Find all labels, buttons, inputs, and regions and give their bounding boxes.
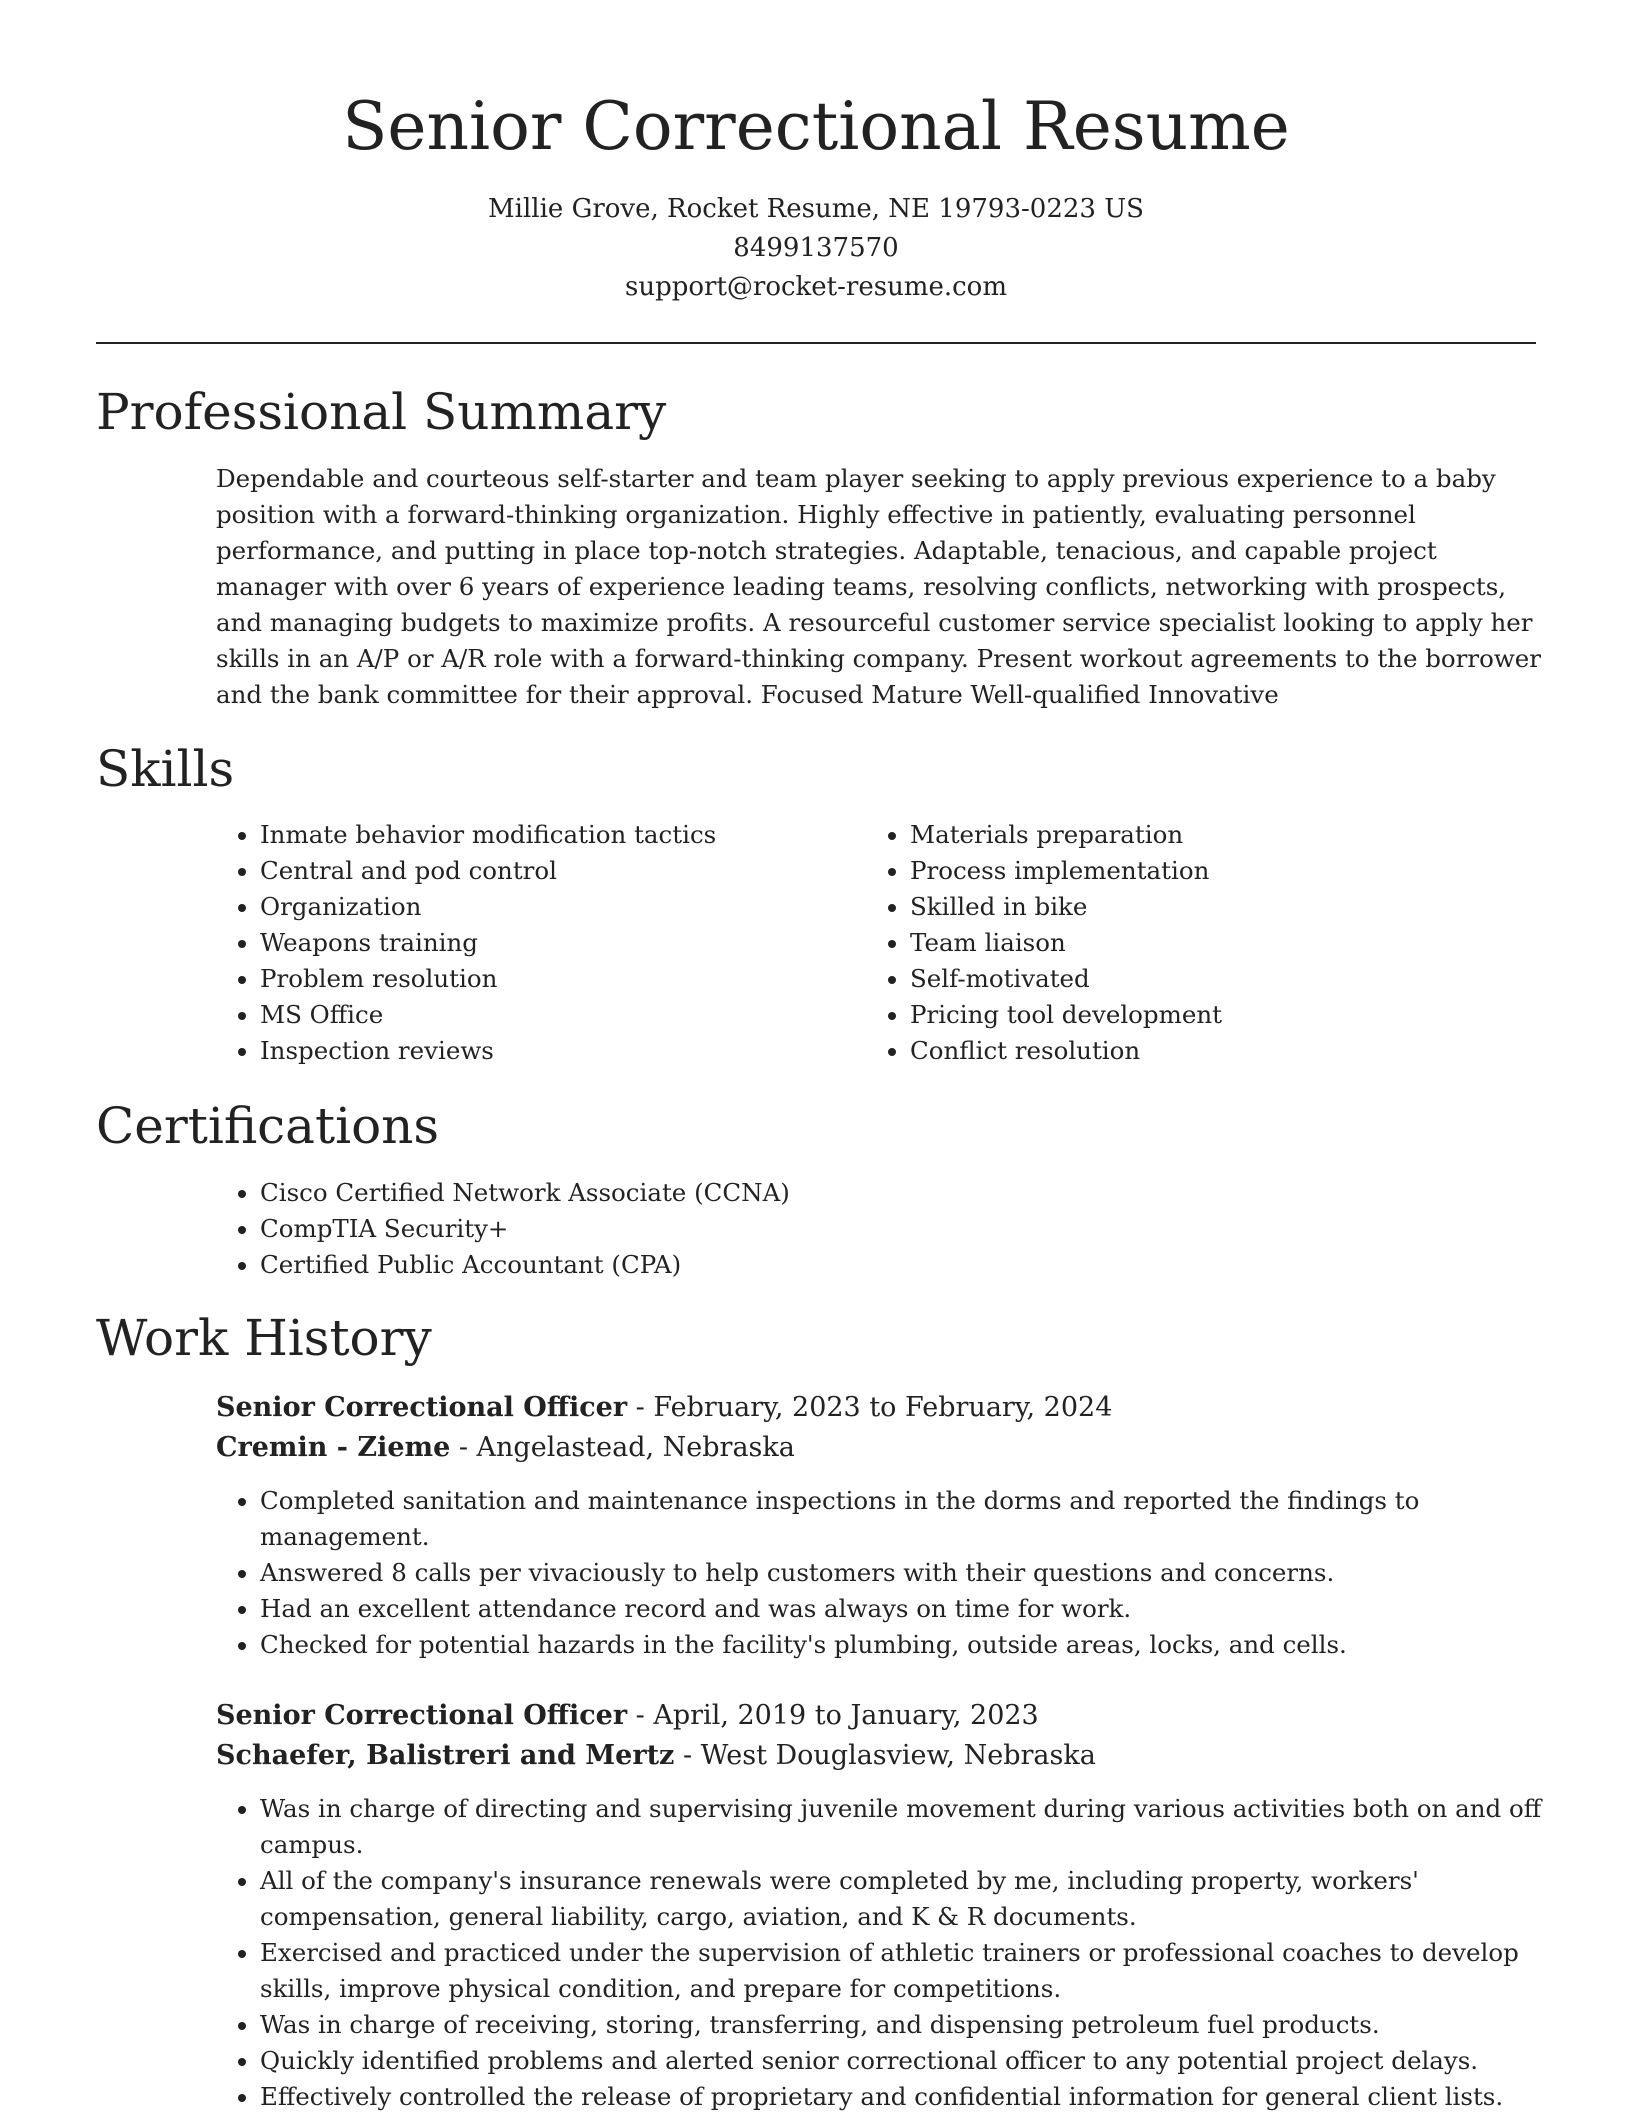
- contact-phone: 8499137570: [733, 233, 899, 263]
- skill-item: • Central and pod control: [260, 853, 860, 889]
- job-location: - West Douglasview, Nebraska: [674, 1740, 1096, 1771]
- contact-block: [0, 190, 1632, 307]
- skill-item: • Materials preparation: [910, 817, 1550, 853]
- job-company-line: [216, 1428, 795, 1468]
- certifications-heading: Certifications: [96, 1097, 440, 1155]
- job-bullet: • Completed sanitation and maintenance inspections in the dorms and reported the findings to management.: [260, 1483, 1580, 1555]
- certifications-list: [216, 1175, 1560, 1283]
- job-bullet: • Quickly identified problems and alerted senior correctional officer to any potential project delays.: [260, 2043, 1580, 2079]
- job-bullets: [216, 1483, 1580, 1663]
- skill-item: • MS Office: [260, 997, 860, 1033]
- job-title-line: [216, 1696, 1039, 1736]
- job-bullet: • Exercised and practiced under the supervision of athletic trainers or professional coaches to develop skills, improve physical condition, and prepare for competitions.: [260, 1935, 1580, 2007]
- skill-item: • Team liaison: [910, 925, 1550, 961]
- certification-item: • Cisco Certified Network Associate (CCNA): [260, 1175, 1560, 1211]
- job-dates: - April, 2019 to January, 2023: [627, 1700, 1039, 1731]
- skill-item: • Inspection reviews: [260, 1033, 860, 1069]
- summary-text: Dependable and courteous self-starter and team player seeking to apply previous experience to a baby position with a forward-thinking organization. Highly effective in patiently, evaluating personnel performance, and putting in place top-notch strategies. Adaptable, tenacious, and capable project manager with over 6 years of experience leading teams, resolving conflicts, networking with prospects, and managing budgets to maximize profits. A resourceful customer service specialist looking to apply her skills in an A/P or A/R role with a forward-thinking company. Present workout agreements to the borrower and the bank committee for their approval. Focused Mature Well-qualified Innovative: [216, 464, 1542, 709]
- job-bullet: • Had an excellent attendance record and was always on time for work.: [260, 1591, 1580, 1627]
- certification-item: • Certified Public Accountant (CPA): [260, 1247, 1560, 1283]
- job-bullet: • Checked for potential hazards in the facility's plumbing, outside areas, locks, and cells.: [260, 1627, 1580, 1663]
- work-history-heading: Work History: [96, 1309, 432, 1367]
- skill-item: • Organization: [260, 889, 860, 925]
- summary-heading: Professional Summary: [96, 383, 667, 441]
- job-bullet: • All of the company's insurance renewals were completed by me, including property, workers' compensation, general liability, cargo, aviation, and K & R documents.: [260, 1863, 1580, 1935]
- skill-item: • Inmate behavior modification tactics: [260, 817, 860, 853]
- skills-heading: Skills: [96, 740, 235, 798]
- skill-item: • Problem resolution: [260, 961, 860, 997]
- skill-item: • Weapons training: [260, 925, 860, 961]
- skills-list-left: [216, 817, 860, 1069]
- contact-address: Millie Grove, Rocket Resume, NE 19793-0223 US: [488, 194, 1144, 224]
- skill-item: • Self-motivated: [910, 961, 1550, 997]
- job-bullet: • Answered 8 calls per vivaciously to help customers with their questions and concerns.: [260, 1555, 1580, 1591]
- skills-list-right: [866, 817, 1550, 1069]
- job-company-line: [216, 1736, 1096, 1776]
- job-title: Senior Correctional Officer: [216, 1700, 628, 1731]
- resume-title: Senior Correctional Resume: [342, 88, 1290, 165]
- job-bullet: • Was in charge of directing and supervising juvenile movement during various activities both on and off campus.: [260, 1791, 1580, 1863]
- job-bullets: [216, 1791, 1580, 2115]
- job-company: Schaefer, Balistreri and Mertz: [216, 1740, 675, 1771]
- skill-item: • Conflict resolution: [910, 1033, 1550, 1069]
- skill-item: • Skilled in bike: [910, 889, 1550, 925]
- job-bullet: • Was in charge of receiving, storing, transferring, and dispensing petroleum fuel products.: [260, 2007, 1580, 2043]
- job-location: - Angelastead, Nebraska: [450, 1432, 795, 1463]
- skill-item: • Process implementation: [910, 853, 1550, 889]
- job-title-line: [216, 1388, 1112, 1428]
- certification-item: • CompTIA Security+: [260, 1211, 1560, 1247]
- skill-item: • Pricing tool development: [910, 997, 1550, 1033]
- header-divider: [96, 342, 1536, 344]
- job-dates: - February, 2023 to February, 2024: [627, 1392, 1113, 1423]
- job-bullet: • Effectively controlled the release of proprietary and confidential information for general client lists.: [260, 2079, 1580, 2115]
- contact-email: support@rocket-resume.com: [624, 272, 1007, 302]
- job-title: Senior Correctional Officer: [216, 1392, 628, 1423]
- job-company: Cremin - Zieme: [216, 1432, 451, 1463]
